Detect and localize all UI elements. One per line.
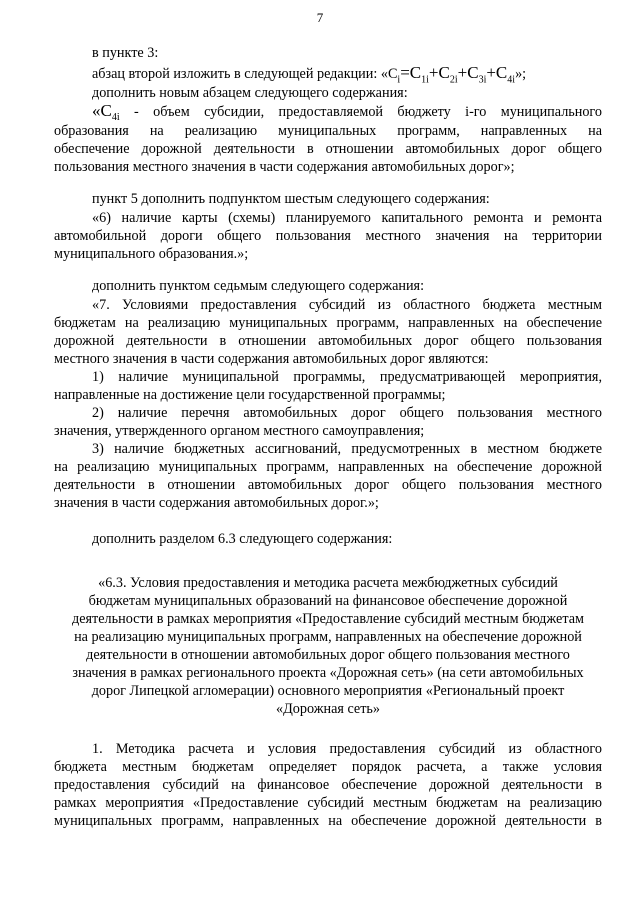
section-heading-line: дорог Липецкой агломерации) основного мероприятия «Региональный проект	[91, 683, 565, 699]
text-line: дополнить пунктом седьмым следующего содержания:	[92, 278, 425, 294]
text-line: бюджетам на реализацию муниципальных программ, направленных на обеспечение	[54, 315, 602, 331]
text-line: автомобильной дороги общего пользования местного значения на территории	[54, 228, 602, 244]
c4i-definition-line: «$C_{4i}$ - объем субсидии, предоставляемой бюджету i-го муниципального	[92, 101, 602, 123]
text-line: образования на реализацию муниципальных программ, направленных на	[54, 123, 602, 139]
text-line: дополнить новым абзацем следующего содержания:	[92, 85, 408, 101]
text-line: муниципального образования.»;	[54, 246, 249, 262]
section-heading-line: «Дорожная сеть»	[276, 701, 380, 717]
section-heading-line: на реализацию муниципальных программ, направленных на обеспечение дорожной	[74, 629, 582, 645]
text-line: рамках мероприятия «Предоставление субсидий местным бюджетам на реализацию	[54, 795, 602, 811]
text-line: направленные на достижение цели государственной программы;	[54, 387, 446, 403]
text-line: обеспечение дорожной деятельности в отношении автомобильных дорог общего	[54, 141, 602, 157]
section-heading-line: деятельности в отношении автомобильных дорог общего пользования местного	[86, 647, 570, 663]
text-line: 1. Методика расчета и условия предоставления субсидий из областного	[92, 741, 602, 757]
text-line: пункт 5 дополнить подпунктом шестым следующего содержания:	[92, 191, 490, 207]
text-line: пользования местного значения в части содержания автомобильных дорог»;	[54, 159, 515, 175]
text-line: «7. Условиями предоставления субсидий из областного бюджета местным	[92, 297, 602, 313]
section-heading-line: бюджетам муниципальных образований на финансовое обеспечение дорожной	[88, 593, 568, 609]
text-line: предоставления субсидий на финансовое обеспечение дорожной деятельности в	[54, 777, 602, 793]
section-heading-line: деятельности в рамках мероприятия «Предоставление субсидий местным бюджетам	[72, 611, 584, 627]
text-line: дополнить разделом 6.3 следующего содержания:	[92, 531, 393, 547]
text-line: в пункте 3:	[92, 45, 159, 61]
text-line: дорожной деятельности в отношении автомобильных дорог общего пользования	[54, 333, 602, 349]
text-line: значения в части содержания автомобильных дорог.»;	[54, 495, 379, 511]
formula-lead: абзац второй изложить в следующей редакции: «C	[92, 66, 398, 82]
text-line: деятельности в отношении автомобильных дорог общего пользования местного	[54, 477, 602, 493]
text-line: 2) наличие перечня автомобильных дорог общего пользования местного	[92, 405, 602, 421]
text-line: местного значения в части содержания автомобильных дорог являются:	[54, 351, 489, 367]
section-heading-line: значения в рамках регионального проекта «Дорожная сеть» (на сети автомобильных	[72, 665, 584, 681]
section-heading-line: «6.3. Условия предоставления и методика расчета межбюджетных субсидий	[98, 575, 558, 591]
text-line: значения, утвержденного органом местного самоуправления;	[54, 423, 425, 439]
page-number: 7	[316, 10, 324, 25]
formula: $_i=C_{1i}+C_{2i}+C_{3i}+C_{4i}$	[397, 63, 516, 86]
formula-tail: »;	[515, 66, 527, 82]
text-line: муниципальных программ, направленных на обеспечение дорожной деятельности в	[54, 813, 602, 829]
text-line: на реализацию муниципальных программ, направленных на обеспечение дорожной	[54, 459, 602, 475]
text-line: «6) наличие карты (схемы) планируемого капитального ремонта и ремонта	[92, 210, 602, 226]
text-line: бюджета местным бюджетам определяет порядок расчета, а также условия	[54, 759, 602, 775]
text-line: 3) наличие бюджетных ассигнований, предусмотренных в местном бюджете	[92, 441, 602, 457]
text-line: 1) наличие муниципальной программы, предусматривающей мероприятия,	[92, 369, 602, 385]
